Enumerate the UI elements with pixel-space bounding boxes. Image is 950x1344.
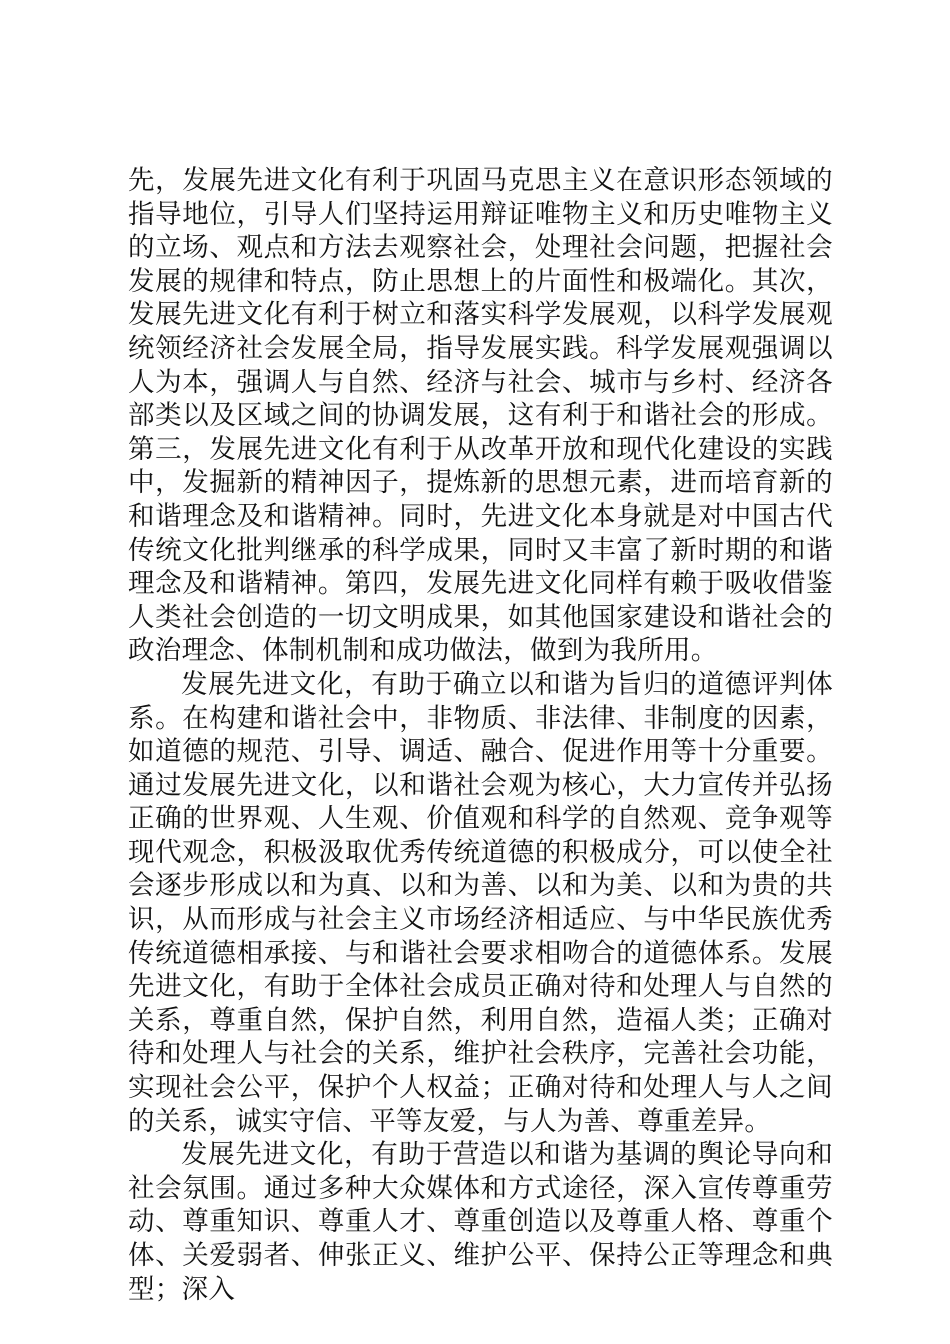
paragraph-2: 发展先进文化，有助于确立以和谐为旨归的道德评判体系。在构建和谐社会中，非物质、非法律、非制度的因素，如道德的规范、引导、调适、融合、促进作用等十分重要。通过发展先进文化，以和谐社会观为核心，大力宣传并弘扬正确的世界观、人生观、价值观和科学的自然观、竞争观等现代观念，积极汲取优秀传统道德的积极成分，可以使全社会逐步形成以和为真、以和为善、以和为美、以和为贵的共识，从而形成与社会主义市场经济相适应、与中华民族优秀传统道德相承接、与和谐社会要求相吻合的道德体系。发展先进文化，有助于全体社会成员正确对待和处理人与自然的关系，尊重自然，保护自然，利用自然，造福人类；正确对待和处理人与社会的关系，维护社会秩序，完善社会功能，实现社会公平，保护个人权益；正确对待和处理人与人之间的关系，诚实守信、平等友爱，与人为善、尊重差异。 [128,668,833,1137]
paragraph-3: 发展先进文化，有助于营造以和谐为基调的舆论导向和社会氛围。通过多种大众媒体和方式途径，深入宣传尊重劳动、尊重知识、尊重人才、尊重创造以及尊重人格、尊重个体、关爱弱者、伸张正义、维护公平、保持公正等理念和典型；深入 [128,1139,833,1305]
document-page [128,164,833,1306]
paragraph-1: 先，发展先进文化有利于巩固马克思主义在意识形态领域的指导地位，引导人们坚持运用辩证唯物主义和历史唯物主义的立场、观点和方法去观察社会，处理社会问题，把握社会发展的规律和特点，防止思想上的片面性和极端化。其次，发展先进文化有利于树立和落实科学发展观，以科学发展观统领经济社会发展全局，指导发展实践。科学发展观强调以人为本，强调人与自然、经济与社会、城市与乡村、经济各部类以及区域之间的协调发展，这有利于和谐社会的形成。第三，发展先进文化有利于从改革开放和现代化建设的实践中，发掘新的精神因子，提炼新的思想元素，进而培育新的和谐理念及和谐精神。同时，先进文化本身就是对中国古代传统文化批判继承的科学成果，同时又丰富了新时期的和谐理念及和谐精神。第四，发展先进文化同样有赖于吸收借鉴人类社会创造的一切文明成果，如其他国家建设和谐社会的政治理念、体制机制和成功做法，做到为我所用。 [128,165,833,667]
